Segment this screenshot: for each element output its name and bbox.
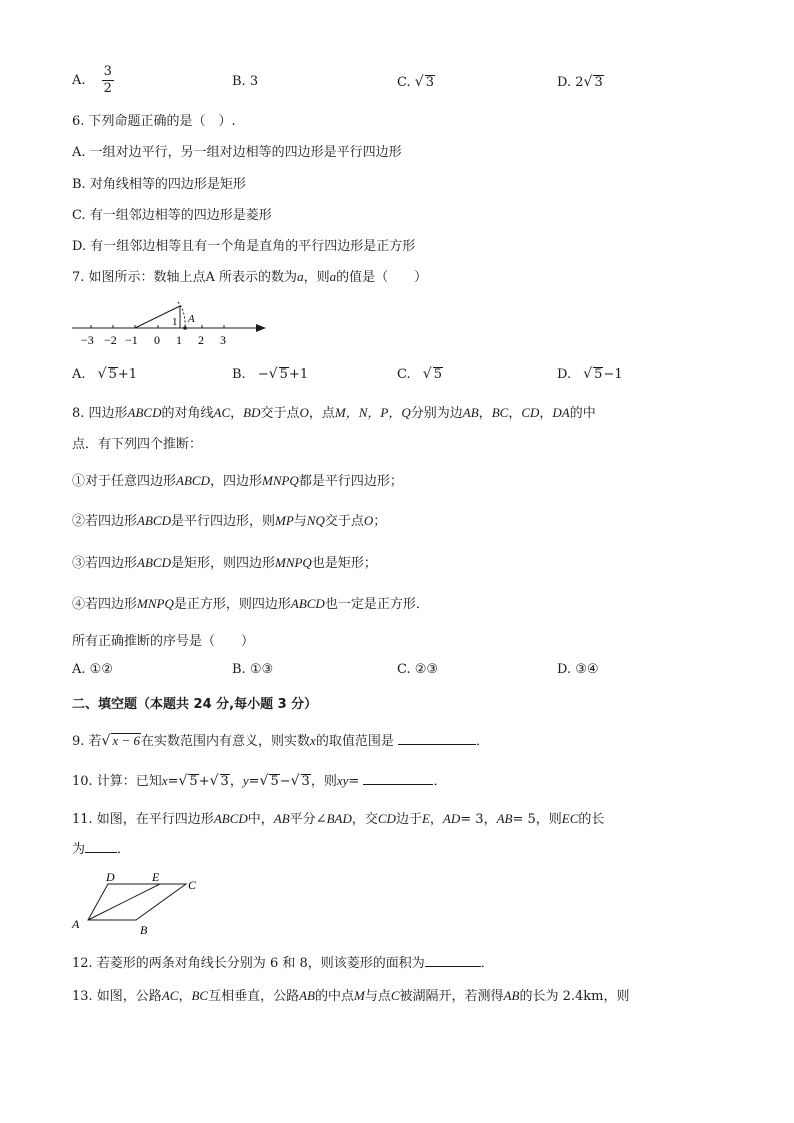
operator: = — [248, 774, 260, 789]
text: ； — [373, 514, 387, 529]
radical-sign: √ — [290, 773, 300, 789]
text: ． — [433, 774, 447, 789]
text: 被湖隔开，若测得 — [399, 989, 504, 1004]
radical-sign: √ — [97, 366, 107, 382]
q11-line1 — [72, 808, 604, 827]
tick-label: 2 — [198, 333, 204, 347]
q8-stem-line2: 点．有下列四个推断： — [72, 437, 203, 452]
q8-statement-4 — [72, 593, 429, 612]
option-label: B. — [232, 367, 246, 382]
q8-option-b: B. ①③ — [232, 662, 274, 677]
math-label: NQ — [306, 513, 325, 528]
option-label: C. — [397, 75, 411, 90]
text: 与 — [293, 514, 307, 529]
math-label: ABCD — [137, 555, 171, 570]
q6-option-d: D. 有一组邻边相等且有一个角是直角的平行四边形是正方形 — [72, 239, 416, 254]
text: 是正方形，则四边形 — [173, 597, 291, 612]
math-label: C — [390, 988, 400, 1003]
text: 互相垂直，公路 — [208, 989, 300, 1004]
radical-sign: √ — [583, 74, 593, 90]
vertex-c-label: C — [188, 878, 197, 892]
text: ． — [475, 734, 489, 749]
math-label: M — [354, 988, 365, 1003]
math-label: ABCD — [213, 811, 248, 826]
answer-blank[interactable] — [425, 966, 481, 967]
option-label: A. — [72, 367, 86, 382]
math-label: AB — [462, 405, 479, 420]
text: ，交 — [351, 812, 378, 827]
math-label: ABCD — [290, 596, 325, 611]
operator: − — [279, 774, 291, 789]
radicand: 5 — [594, 367, 603, 382]
text: 为 — [72, 842, 86, 857]
tick-label: −2 — [104, 333, 117, 347]
q8-option-c: C. ②③ — [397, 662, 439, 677]
math-label: M，N，P，Q — [334, 405, 411, 420]
radical-sign: √ — [414, 74, 424, 90]
math-label: DA — [552, 405, 570, 420]
point-a — [183, 326, 187, 330]
q13-line1 — [72, 985, 629, 1004]
text: ， — [178, 989, 192, 1004]
term: −1 — [603, 367, 623, 382]
option-value: 3 — [249, 74, 259, 89]
text: ， — [429, 812, 443, 827]
math-label: ABCD — [176, 473, 210, 488]
sign: − — [257, 367, 269, 382]
math-label: O — [299, 405, 309, 420]
math-label: BC — [491, 405, 509, 420]
text: 分别为边 — [410, 406, 463, 421]
math-label: AB — [503, 988, 520, 1003]
q8-statement-3 — [72, 552, 377, 571]
segment-ae — [88, 884, 160, 920]
q5-option-b — [232, 74, 258, 89]
q8-option-a: A. ①② — [72, 662, 113, 677]
math-label: ABCD — [127, 405, 162, 420]
coefficient: 2 — [575, 75, 584, 90]
math-label: BC — [191, 988, 209, 1003]
tick-label-1-above: 1 — [172, 316, 178, 328]
option-label: D. — [557, 75, 572, 90]
q5-option-d — [557, 74, 604, 90]
term: +1 — [117, 367, 138, 382]
math-label: ABCD — [137, 513, 171, 528]
answer-blank[interactable] — [398, 744, 476, 745]
parallelogram-abcd — [88, 884, 186, 920]
text: 边于 — [395, 812, 422, 827]
numerator: 3 — [103, 64, 112, 79]
text: ①对于任意四边形 — [72, 474, 177, 489]
radicand: 5 — [433, 367, 442, 382]
point-a-label: A — [188, 313, 195, 325]
text: 9. 若 — [72, 734, 102, 749]
q5-option-c — [397, 74, 435, 90]
q7-option-b — [232, 366, 308, 382]
text: 的中点 — [314, 989, 354, 1004]
math-label: AB — [496, 811, 513, 826]
vertex-e-label: E — [152, 870, 160, 884]
variable: x — [310, 733, 316, 748]
answer-blank[interactable] — [85, 852, 117, 853]
text: ． — [117, 842, 131, 857]
q8-statement-1 — [72, 470, 403, 489]
vertex-d-label: D — [106, 870, 115, 884]
text: 的取值范围是 — [315, 734, 394, 749]
q6-option-b: B. 对角线相等的四边形是矩形 — [72, 177, 246, 192]
text: 的中 — [569, 406, 596, 421]
text: 12. 若菱形的两条对角线长分别为 6 和 8，则该菱形的面积为 — [72, 956, 425, 971]
math-label: MNPQ — [137, 596, 174, 611]
option-label: D. — [557, 367, 572, 382]
math-label: O — [363, 513, 374, 528]
text: 也是矩形； — [311, 556, 377, 571]
variable: xy — [336, 773, 349, 788]
text: 是矩形，则四边形 — [170, 556, 275, 571]
text: ， — [229, 774, 243, 789]
math-label: AB — [299, 988, 315, 1003]
radical-sign: √ — [209, 773, 219, 789]
radical-sign: √ — [268, 366, 278, 382]
radicand: 5 — [270, 774, 279, 789]
text: 交于点 — [324, 514, 364, 529]
fraction — [102, 64, 114, 97]
q12 — [72, 952, 494, 971]
text: ④若四边形 — [72, 597, 138, 612]
math-label: ∠BAD — [315, 811, 352, 826]
radicand: 3 — [301, 774, 310, 789]
stem-text: ，则 — [303, 270, 330, 285]
q7-option-c — [397, 366, 443, 382]
q8-ask: 所有正确推断的序号是（ ） — [72, 634, 255, 649]
radicand: 5 — [279, 367, 288, 382]
q11-line2 — [72, 838, 130, 857]
answer-blank[interactable] — [363, 784, 433, 785]
text: 11. 如图，在平行四边形 — [72, 812, 214, 827]
radical-sign: √ — [422, 366, 432, 382]
tick-label: 3 — [220, 333, 226, 347]
radicand: 3 — [594, 75, 603, 90]
tick-label: −3 — [81, 333, 94, 347]
text: 与点 — [364, 989, 391, 1004]
tick-label: 1 — [176, 333, 182, 347]
stem-text: 的值是（ ） — [336, 270, 428, 285]
text: 中， — [247, 812, 274, 827]
radicand: 5 — [189, 774, 198, 789]
operator: = — [348, 774, 360, 789]
text: ②若四边形 — [72, 514, 138, 529]
option-label: C. — [397, 367, 411, 382]
vertex-b-label: B — [140, 923, 148, 936]
math-label: EC — [561, 811, 579, 826]
text: ，则 — [310, 774, 337, 789]
variable: a — [297, 269, 304, 284]
denominator: 2 — [103, 81, 112, 96]
q6-stem: 6. 下列命题正确的是（ ）. — [72, 114, 236, 129]
option-label: B. — [232, 74, 246, 89]
radical-sign: √ — [178, 773, 188, 789]
q9 — [72, 730, 489, 749]
text: 平分 — [289, 812, 316, 827]
option-label: A. — [72, 73, 86, 88]
radical-sign: √ — [583, 366, 593, 382]
text: ， — [230, 406, 244, 421]
text: 交于点 — [260, 406, 300, 421]
text: 10. 计算：已知 — [72, 774, 162, 789]
text: 的长 — [578, 812, 605, 827]
text: ， — [478, 406, 492, 421]
q8-option-d: D. ③④ — [557, 662, 599, 677]
math-label: MP — [274, 513, 294, 528]
text: ，则 — [535, 812, 562, 827]
text: = 3 — [460, 812, 484, 827]
text: ， — [483, 812, 497, 827]
operator: + — [198, 774, 210, 789]
text: 是平行四边形，则 — [170, 514, 275, 529]
text: ③若四边形 — [72, 556, 138, 571]
radical-sign: √ — [101, 733, 111, 749]
math-label: BD — [243, 405, 261, 420]
radicand: 3 — [220, 774, 229, 789]
text: ， — [539, 406, 553, 421]
tick-label: −1 — [125, 333, 138, 347]
q7-option-a — [72, 366, 137, 382]
q6-option-c: C. 有一组邻边相等的四边形是菱形 — [72, 208, 272, 223]
text: ． — [480, 956, 494, 971]
text: 的对角线 — [161, 406, 214, 421]
arrow-head — [256, 324, 266, 332]
math-label: MNPQ — [274, 555, 312, 570]
text: = 5 — [512, 812, 536, 827]
vertex-a-label: A — [72, 917, 80, 931]
text: 在实数范围内有意义，则实数 — [141, 734, 311, 749]
text: 都是平行四边形； — [298, 474, 403, 489]
math-label: AC — [213, 405, 231, 420]
math-label: MNPQ — [261, 473, 299, 488]
radicand: 5 — [108, 367, 117, 382]
text: ，四边形 — [209, 474, 262, 489]
q7-stem — [72, 266, 427, 285]
section-title: 二、填空题（本题共 24 分,每小题 3 分） — [72, 697, 318, 712]
q8-stem-line1 — [72, 402, 596, 421]
text: 8. 四边形 — [72, 406, 128, 421]
stem-text: 7. 如图所示：数轴上点A 所表示的数为 — [72, 270, 298, 285]
math-label: AC — [161, 988, 179, 1003]
math-label: AB — [273, 811, 290, 826]
q5-option-a — [72, 64, 114, 97]
radicand: x − 6 — [112, 733, 141, 748]
math-label: CD — [521, 405, 540, 420]
q7-option-d — [557, 366, 623, 382]
variable: a — [329, 269, 337, 284]
text: 13. 如图，公路 — [72, 989, 162, 1004]
text: 的长为 2.4km，则 — [519, 989, 630, 1004]
math-label: CD — [377, 811, 396, 826]
radical-sign: √ — [259, 773, 269, 789]
q6-option-a: A. 一组对边平行，另一组对边相等的四边形是平行四边形 — [72, 145, 402, 160]
text: ，点 — [308, 406, 335, 421]
text: 也一定是正方形． — [324, 597, 429, 612]
term: +1 — [288, 367, 309, 382]
parallelogram-figure — [70, 868, 210, 936]
number-line-figure — [68, 298, 278, 350]
tick-label: 0 — [154, 333, 160, 347]
math-label: E — [421, 811, 430, 826]
math-label: AD — [442, 811, 461, 826]
radicand: 3 — [425, 75, 434, 90]
q8-statement-2 — [72, 510, 386, 529]
q10 — [72, 770, 446, 789]
operator: = — [167, 774, 179, 789]
variable: x — [161, 773, 168, 788]
variable: y — [242, 773, 249, 788]
text: ， — [508, 406, 522, 421]
